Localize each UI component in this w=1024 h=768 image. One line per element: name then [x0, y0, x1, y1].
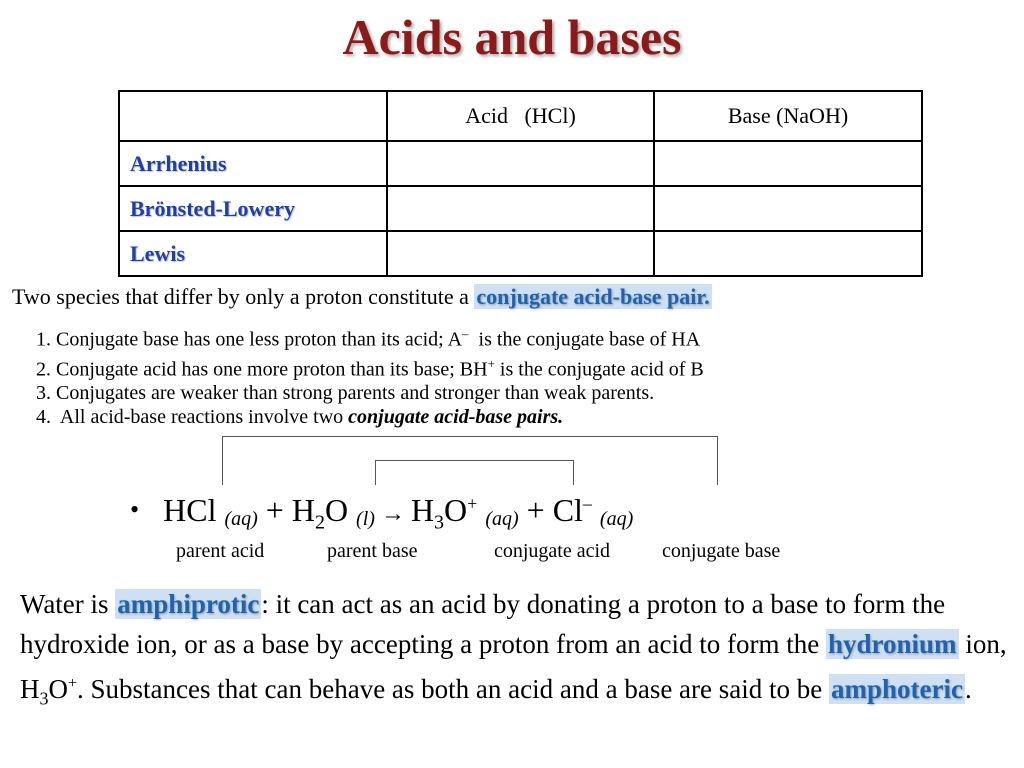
- list-item: [36, 381, 704, 405]
- plus-sign: +: [518, 492, 553, 528]
- superscript: +: [68, 675, 78, 692]
- table-header-base: Base (NaOH): [654, 91, 922, 141]
- subscript: 3: [39, 688, 49, 709]
- list-item: [36, 405, 704, 429]
- table-header-empty: [119, 91, 387, 141]
- point-4-text: 4. All acid-base reactions involve two: [36, 406, 349, 429]
- state-liquid: (l): [356, 508, 375, 530]
- table-cell: [387, 186, 654, 231]
- label-parent-base: parent base: [327, 540, 418, 562]
- table-row: [119, 141, 922, 186]
- species-h2o: $H_2O$: [291, 492, 349, 534]
- species-hcl: HCl: [163, 492, 217, 528]
- point-2-text: 2. Conjugate acid has one more proton than its base; BH: [36, 358, 488, 381]
- page-title: Acids and bases: [342, 9, 682, 65]
- paragraph-text: : it can act as an acid by donating a proton to a base to form the hydroxide ion, or as a base by accepting a proton from an acid to form the: [20, 589, 946, 659]
- point-1-text: 1. Conjugate base has one less proton than its acid; A: [36, 328, 463, 351]
- paragraph-text: .: [964, 674, 972, 704]
- point-2-text-end: is the conjugate acid of B: [494, 358, 704, 381]
- reaction-equation: [130, 492, 633, 534]
- label-conjugate-base: conjugate base: [662, 540, 781, 562]
- table-cell: [387, 141, 654, 186]
- list-item: [36, 352, 704, 382]
- paragraph-text: O: [48, 674, 68, 704]
- amphiprotic-paragraph: [20, 584, 1010, 718]
- conjugate-pair-definition: [12, 284, 712, 310]
- reaction-arrow: →: [374, 501, 411, 527]
- bullet: •: [130, 495, 140, 524]
- table-row: [119, 186, 922, 231]
- label-parent-acid: parent acid: [176, 540, 265, 562]
- species-h3o: $H_3O^+$: [410, 492, 478, 534]
- term-amphoteric: amphoteric: [831, 674, 963, 704]
- term-conjugate-acid-base-pair: conjugate acid-base pair.: [476, 284, 710, 309]
- state-aq: (aq): [224, 508, 258, 530]
- list-item: [36, 322, 704, 352]
- inner-pair-bracket: [375, 460, 574, 485]
- table-cell: [654, 141, 922, 186]
- point-1-superscript: –: [462, 326, 469, 341]
- label-conjugate-acid: conjugate acid: [494, 540, 611, 562]
- row-label-bronsted-lowery: Brönsted-Lowery: [119, 186, 387, 231]
- point-4-emphasis: conjugate acid-base pairs.: [348, 406, 564, 429]
- row-label-arrhenius: Arrhenius: [119, 141, 387, 186]
- point-1-text-end: is the conjugate base of HA: [468, 328, 701, 351]
- state-aq: (aq): [485, 508, 519, 530]
- point-3-text: 3. Conjugates are weaker than strong parents and stronger than weak parents.: [36, 382, 655, 405]
- paragraph-text: Water is: [20, 589, 116, 619]
- table-cell: [654, 186, 922, 231]
- point-2-superscript: +: [487, 355, 495, 371]
- table-row: [119, 231, 922, 276]
- paragraph-text: ion, H: [20, 629, 1007, 704]
- term-hydronium: hydronium: [828, 629, 957, 659]
- acid-base-definitions-table: [118, 90, 923, 277]
- state-aq: (aq): [599, 508, 634, 530]
- species-cl: Cl–: [552, 492, 592, 528]
- intro-text: Two species that differ by only a proton constitute a: [12, 284, 475, 309]
- row-label-lewis: Lewis: [119, 231, 387, 276]
- table-cell: [654, 231, 922, 276]
- term-amphiprotic: amphiprotic: [117, 589, 260, 619]
- table-header-row: [119, 91, 922, 141]
- table-cell: [387, 231, 654, 276]
- table-header-acid: Acid (HCl): [387, 91, 654, 141]
- conjugate-rules-list: [36, 322, 704, 429]
- plus-sign: +: [257, 492, 292, 528]
- paragraph-text: . Substances that can behave as both an acid and a base are said to be: [77, 674, 829, 704]
